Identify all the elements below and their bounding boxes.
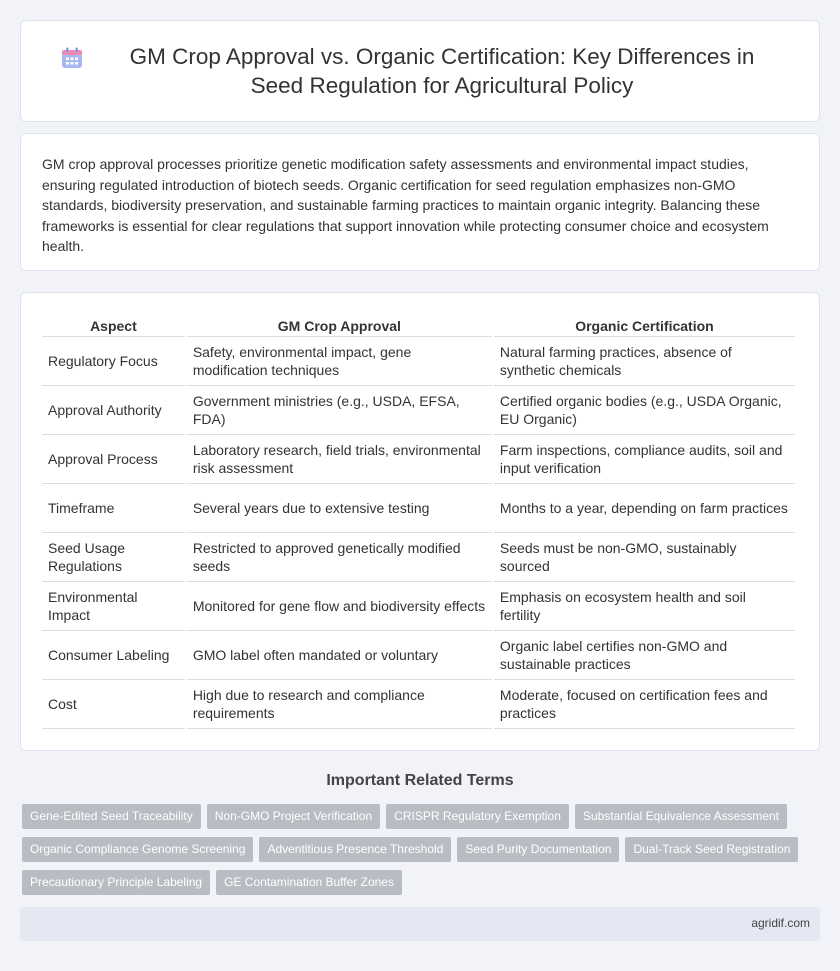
footer-site-link[interactable]: agridif.com	[751, 916, 810, 930]
row-aspect: Regulatory Focus	[42, 337, 185, 386]
page-title: GM Crop Approval vs. Organic Certification: Key Differences in Seed Regulation for Agricultural Policy	[129, 44, 755, 98]
related-term-tag[interactable]: Organic Compliance Genome Screening	[22, 837, 253, 862]
header-organic-certification: Organic Certification	[494, 314, 795, 337]
row-aspect: Environmental Impact	[42, 582, 185, 631]
calendar-icon	[61, 47, 83, 69]
row-gm-value: High due to research and compliance requirements	[187, 680, 492, 729]
title-card	[20, 20, 820, 122]
table-row	[42, 435, 795, 484]
table-row	[42, 337, 795, 386]
row-organic-value: Moderate, focused on certification fees and practices	[494, 680, 795, 729]
row-aspect: Approval Authority	[42, 386, 185, 435]
intro-paragraph: GM crop approval processes prioritize genetic modification safety assessments and environmental impact studies, ensuring regulated introduction of biotech seeds. Organic certification for seed regulation emphasizes non-GMO standards, biodiversity preservation, and sustainable farming practices to maintain organic integrity. Balancing these frameworks is essential for clear regulations that support innovation while protecting consumer choice and ecosystem health.	[42, 156, 769, 254]
related-term-tag[interactable]: GE Contamination Buffer Zones	[216, 870, 402, 895]
comparison-card	[20, 292, 820, 751]
table-row	[42, 582, 795, 631]
row-aspect: Approval Process	[42, 435, 185, 484]
row-aspect: Consumer Labeling	[42, 631, 185, 680]
related-term-tag[interactable]: Gene-Edited Seed Traceability	[22, 804, 201, 829]
related-terms-list	[22, 804, 812, 895]
row-gm-value: Government ministries (e.g., USDA, EFSA, FDA)	[187, 386, 492, 435]
related-term-tag[interactable]: Non-GMO Project Verification	[207, 804, 380, 829]
related-term-tag[interactable]: Dual-Track Seed Registration	[625, 837, 798, 862]
row-aspect: Cost	[42, 680, 185, 729]
row-gm-value: Monitored for gene flow and biodiversity effects	[187, 582, 492, 631]
title-row	[21, 21, 819, 121]
table-row	[42, 386, 795, 435]
row-organic-value: Organic label certifies non-GMO and sustainable practices	[494, 631, 795, 680]
related-term-tag[interactable]: Precautionary Principle Labeling	[22, 870, 210, 895]
row-gm-value: Several years due to extensive testing	[187, 484, 492, 533]
comparison-table	[40, 314, 797, 729]
table-row	[42, 680, 795, 729]
header-aspect: Aspect	[42, 314, 185, 337]
related-term-tag[interactable]: CRISPR Regulatory Exemption	[386, 804, 569, 829]
row-organic-value: Emphasis on ecosystem health and soil fertility	[494, 582, 795, 631]
row-organic-value: Seeds must be non-GMO, sustainably sourced	[494, 533, 795, 582]
related-terms-heading: Important Related Terms	[326, 772, 514, 789]
row-organic-value: Certified organic bodies (e.g., USDA Organic, EU Organic)	[494, 386, 795, 435]
table-header-row	[42, 314, 795, 337]
row-organic-value: Farm inspections, compliance audits, soil and input verification	[494, 435, 795, 484]
related-term-tag[interactable]: Seed Purity Documentation	[457, 837, 619, 862]
table-row	[42, 533, 795, 582]
row-gm-value: GMO label often mandated or voluntary	[187, 631, 492, 680]
row-gm-value: Restricted to approved genetically modified seeds	[187, 533, 492, 582]
row-gm-value: Safety, environmental impact, gene modification techniques	[187, 337, 492, 386]
intro-card	[20, 133, 820, 271]
header-gm-crop-approval: GM Crop Approval	[187, 314, 492, 337]
row-aspect: Timeframe	[42, 484, 185, 533]
table-row	[42, 631, 795, 680]
row-organic-value: Natural farming practices, absence of synthetic chemicals	[494, 337, 795, 386]
related-term-tag[interactable]: Substantial Equivalence Assessment	[575, 804, 787, 829]
table-row	[42, 484, 795, 533]
row-organic-value: Months to a year, depending on farm practices	[494, 484, 795, 533]
row-gm-value: Laboratory research, field trials, environmental risk assessment	[187, 435, 492, 484]
related-term-tag[interactable]: Adventitious Presence Threshold	[259, 837, 451, 862]
row-aspect: Seed Usage Regulations	[42, 533, 185, 582]
footer-bar	[20, 907, 820, 941]
